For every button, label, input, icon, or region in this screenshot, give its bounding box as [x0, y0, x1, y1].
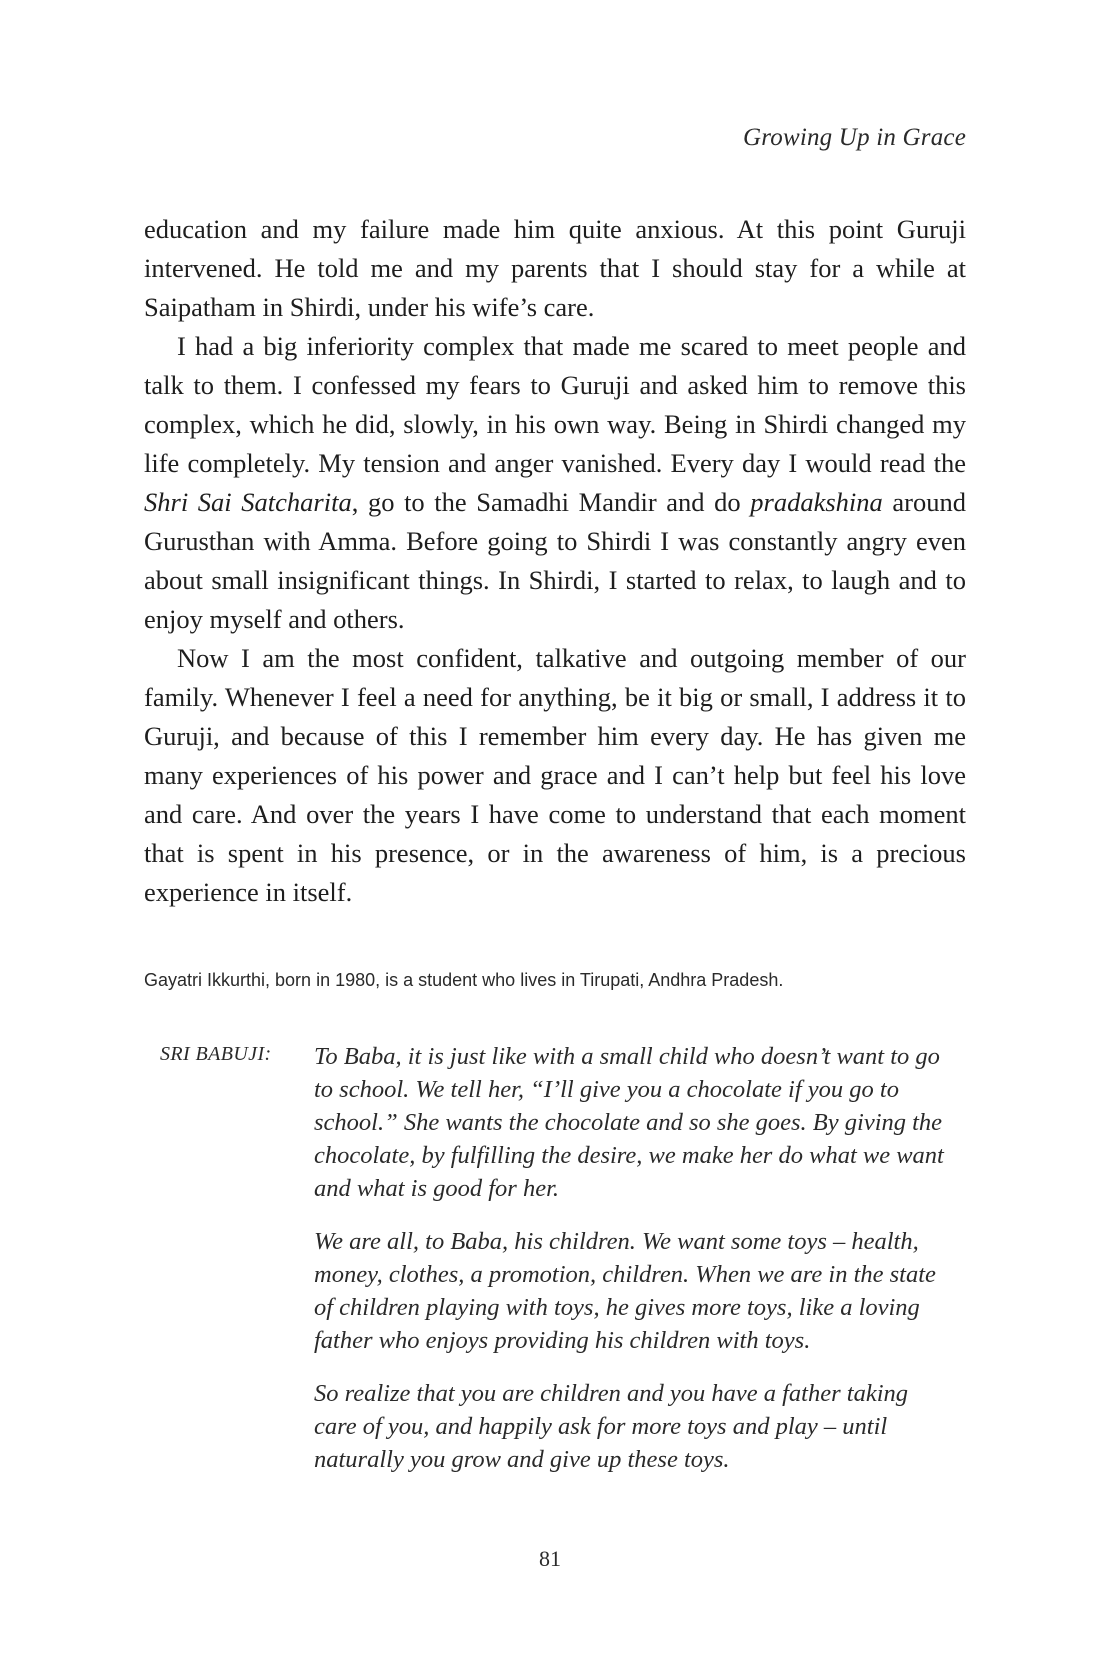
quote-paragraph-1: To Baba, it is just like with a small child who doesn’t want to go to school. We tell her, “I’ll give you a chocolate if you go to school.” She wants the chocolate and so she goes. By giving the chocolate, by fulfilling the desire, we make her do what we want and what is good for her.	[314, 1043, 944, 1202]
quote-body	[314, 1040, 954, 1496]
running-head: Growing Up in Grace	[742, 124, 966, 151]
body-paragraph-1: education and my failure made him quite anxious. At this point Guruji intervened. He told me and my parents that I should stay for a while at Saipatham in Shirdi, under his wife’s care.	[144, 214, 966, 322]
quote-speaker: SRI BABUJI:	[160, 1043, 272, 1065]
body-paragraph-2-part-2: , go to the Samadhi Mandir and do	[351, 487, 751, 517]
author-credit: Gayatri Ikkurthi, born in 1980, is a student who lives in Tirupati, Andhra Pradesh.	[144, 970, 784, 990]
body-paragraph-3: Now I am the most confident, talkative and outgoing member of our family. Whenever I feel a need for anything, be it big or small, I address it to Guruji, and because of this I remember him every day. He has given me many experiences of his power and grace and I can’t help but feel his love and care. And over the years I have come to understand that each moment that is spent in his presence, or in the awareness of him, is a precious experience in itself.	[144, 643, 966, 907]
page-number: 81	[539, 1546, 561, 1571]
book-title-shri-sai-satcharita: Shri Sai Satcharita	[144, 487, 352, 517]
quote-paragraph-3: So realize that you are children and you have a father taking care of you, and happily ask for more toys and play – until naturally you grow and give up these toys.	[314, 1380, 909, 1473]
body-paragraph-2-part-3: around Gurusthan with Amma. Before going to Shirdi I was constantly angry even about small insignificant things. In Shirdi, I started to relax, to laugh and to enjoy myself and others.	[144, 487, 967, 634]
body-paragraph-2-part-1: I had a big inferiority complex that made me scared to meet people and talk to them. I confessed my fears to Guruji and asked him to remove this complex, which he did, slowly, in his own way. Being in Shirdi changed my life completely. My tension and anger vanished. Every day I would read the	[144, 331, 966, 478]
quote-paragraph-2: We are all, to Baba, his children. We want some toys – health, money, clothes, a promotion, children. When we are in the state of children playing with toys, he gives more toys, like a loving father who enjoys providing his children with toys.	[314, 1228, 936, 1354]
main-text	[144, 210, 966, 912]
body-paragraph-2	[144, 327, 966, 639]
term-pradakshina: pradakshina	[750, 487, 883, 517]
